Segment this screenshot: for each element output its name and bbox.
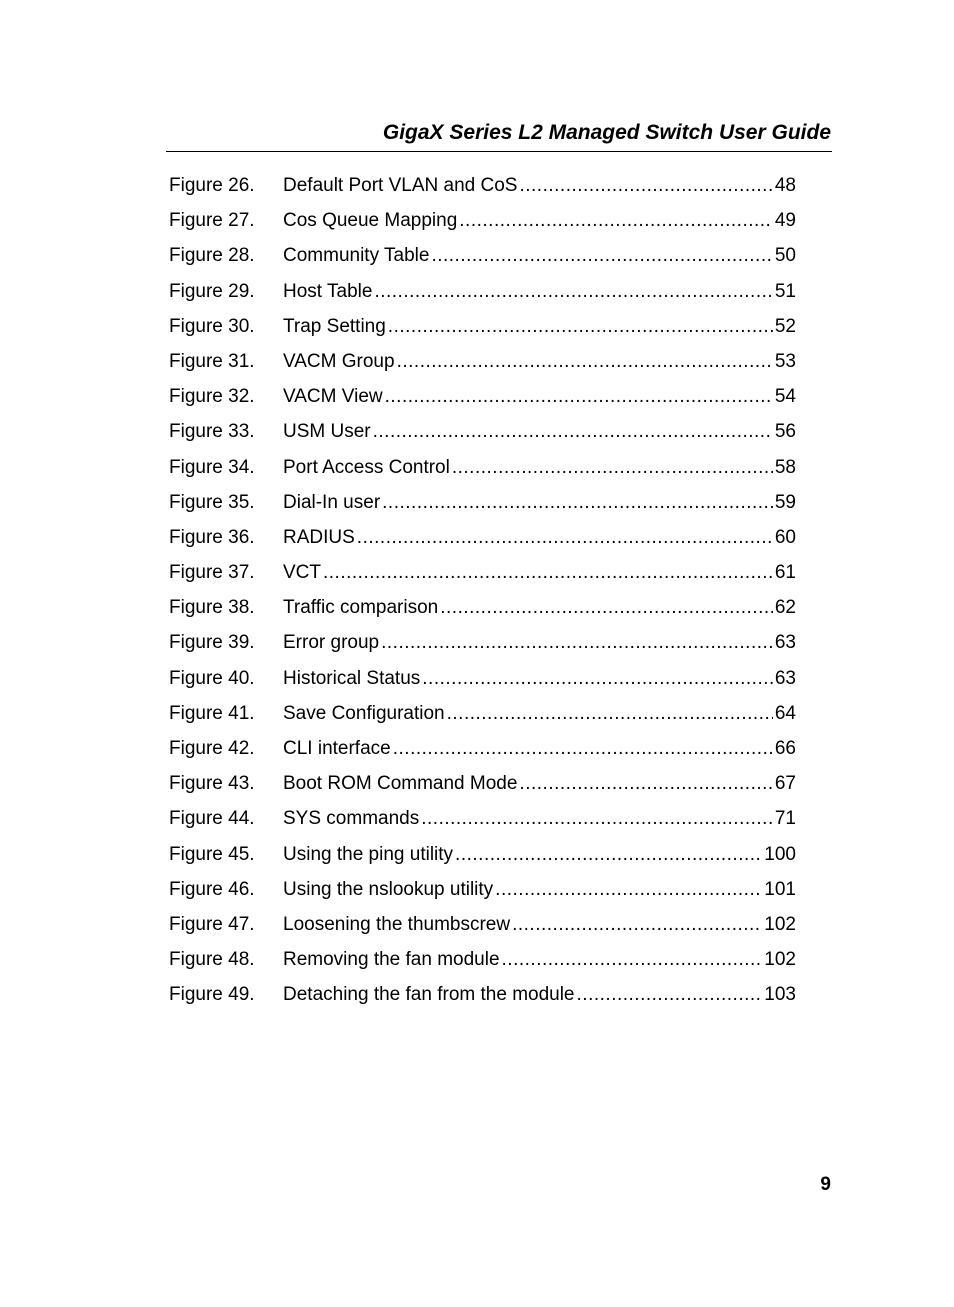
toc-entry (169, 804, 796, 839)
figure-title: Default Port VLAN and CoS (283, 175, 518, 196)
figure-label: Figure 40. (169, 667, 255, 689)
dot-leader (495, 875, 762, 905)
figure-title: Trap Setting (283, 315, 386, 337)
figure-label: Figure 36. (169, 526, 255, 548)
figure-page-number: 54 (774, 386, 796, 408)
figure-label: Figure 26. (169, 175, 255, 196)
dot-leader (388, 312, 773, 342)
figure-page-number: 71 (774, 808, 796, 830)
toc-entry (169, 699, 796, 734)
toc-entry (169, 875, 796, 910)
toc-entry (169, 910, 796, 945)
toc-entry (169, 241, 796, 276)
toc-entry (169, 628, 796, 663)
dot-leader (397, 347, 773, 377)
dot-leader (385, 382, 773, 412)
toc-entry (169, 558, 796, 593)
figure-title: SYS commands (283, 808, 420, 830)
dot-leader (452, 453, 773, 483)
figure-page-number: 50 (774, 245, 796, 267)
figure-label: Figure 33. (169, 421, 255, 443)
figure-page-number: 56 (774, 421, 796, 443)
figure-page-number: 102 (764, 913, 796, 935)
toc-entry (169, 277, 796, 312)
figure-title: VACM View (283, 386, 383, 408)
figure-label: Figure 37. (169, 562, 255, 584)
figure-page-number: 100 (764, 843, 796, 865)
figure-label: Figure 29. (169, 280, 255, 302)
dot-leader (440, 593, 773, 623)
dot-leader (421, 804, 773, 834)
figure-page-number: 66 (774, 738, 796, 759)
dot-leader (381, 628, 773, 658)
toc-entry (169, 417, 796, 452)
toc-entry (169, 840, 796, 875)
toc-entry (169, 523, 796, 558)
toc-entry (169, 488, 796, 523)
figure-page-number: 49 (774, 210, 796, 232)
figure-page-number: 62 (774, 597, 796, 619)
figure-title: RADIUS (283, 526, 355, 548)
figure-label: Figure 35. (169, 491, 255, 513)
figure-title: Port Access Control (283, 456, 450, 478)
figure-page-number: 60 (774, 526, 796, 548)
figure-title: Loosening the thumbscrew (283, 913, 511, 935)
dot-leader (455, 840, 762, 870)
toc-entry (169, 206, 796, 241)
figure-page-number: 53 (774, 350, 796, 372)
figure-label: Figure 45. (169, 843, 255, 865)
figure-label: Figure 44. (169, 808, 255, 830)
toc-entry (169, 945, 796, 980)
figure-label: Figure 39. (169, 632, 255, 654)
dot-leader (577, 980, 763, 1010)
figure-page-number: 48 (774, 175, 796, 196)
figure-page-number: 64 (774, 702, 796, 724)
figure-title: Historical Status (283, 667, 421, 689)
dot-leader (422, 664, 773, 694)
figure-title: VCT (283, 562, 321, 584)
figure-title: Removing the fan module (283, 949, 500, 971)
toc-entry (169, 171, 796, 206)
figure-title: Cos Queue Mapping (283, 210, 458, 232)
toc-entry (169, 453, 796, 488)
figure-page-number: 58 (774, 456, 796, 478)
dot-leader (447, 699, 773, 729)
figure-label: Figure 28. (169, 245, 255, 267)
figure-page-number: 63 (774, 667, 796, 689)
figure-label: Figure 46. (169, 878, 255, 900)
figure-title: USM User (283, 421, 371, 443)
running-header (166, 121, 832, 152)
figure-label: Figure 30. (169, 315, 255, 337)
toc-entry (169, 382, 796, 417)
figure-title: Boot ROM Command Mode (283, 773, 518, 795)
figure-page-number: 51 (774, 280, 796, 302)
figure-label: Figure 32. (169, 386, 255, 408)
figure-page-number: 103 (764, 984, 796, 1006)
toc-entry (169, 734, 796, 769)
list-of-figures (169, 171, 796, 1016)
figure-title: Host Table (283, 280, 373, 302)
figure-page-number: 59 (774, 491, 796, 513)
page-number: 9 (820, 1174, 831, 1195)
figure-page-number: 67 (774, 773, 796, 795)
figure-label: Figure 48. (169, 949, 255, 971)
dot-leader (519, 171, 772, 201)
toc-entry (169, 980, 796, 1015)
dot-leader (512, 910, 762, 940)
figure-title: CLI interface (283, 738, 391, 759)
figure-label: Figure 42. (169, 738, 255, 759)
dot-leader (502, 945, 763, 975)
toc-entry (169, 312, 796, 347)
figure-title: Detaching the fan from the module (283, 984, 575, 1006)
figure-title: Error group (283, 632, 380, 654)
dot-leader (459, 206, 773, 236)
figure-label: Figure 47. (169, 913, 255, 935)
figure-title: VACM Group (283, 350, 395, 372)
figure-label: Figure 31. (169, 350, 255, 372)
figure-label: Figure 38. (169, 597, 255, 619)
dot-leader (431, 241, 772, 271)
toc-entry (169, 347, 796, 382)
dot-leader (373, 417, 773, 447)
toc-entry (169, 769, 796, 804)
figure-title: Traffic comparison (283, 597, 439, 619)
document-title: GigaX Series L2 Managed Switch User Guide (382, 121, 831, 144)
figure-title: Dial-In user (283, 491, 381, 513)
dot-leader (323, 558, 773, 588)
figure-label: Figure 41. (169, 702, 255, 724)
figure-page-number: 102 (764, 949, 796, 971)
figure-label: Figure 27. (169, 210, 255, 232)
figure-title: Community Table (283, 245, 430, 267)
dot-leader (393, 734, 773, 764)
figure-label: Figure 49. (169, 984, 255, 1006)
toc-entry (169, 664, 796, 699)
figure-title: Using the ping utility (283, 843, 454, 865)
dot-leader (519, 769, 772, 799)
figure-label: Figure 43. (169, 773, 255, 795)
dot-leader (382, 488, 773, 518)
figure-title: Using the nslookup utility (283, 878, 494, 900)
figure-page-number: 52 (774, 315, 796, 337)
figure-page-number: 63 (774, 632, 796, 654)
figure-label: Figure 34. (169, 456, 255, 478)
dot-leader (357, 523, 773, 553)
dot-leader (374, 277, 772, 307)
toc-entry (169, 593, 796, 628)
figure-title: Save Configuration (283, 702, 445, 724)
figure-page-number: 61 (774, 562, 796, 584)
figure-page-number: 101 (764, 878, 796, 900)
